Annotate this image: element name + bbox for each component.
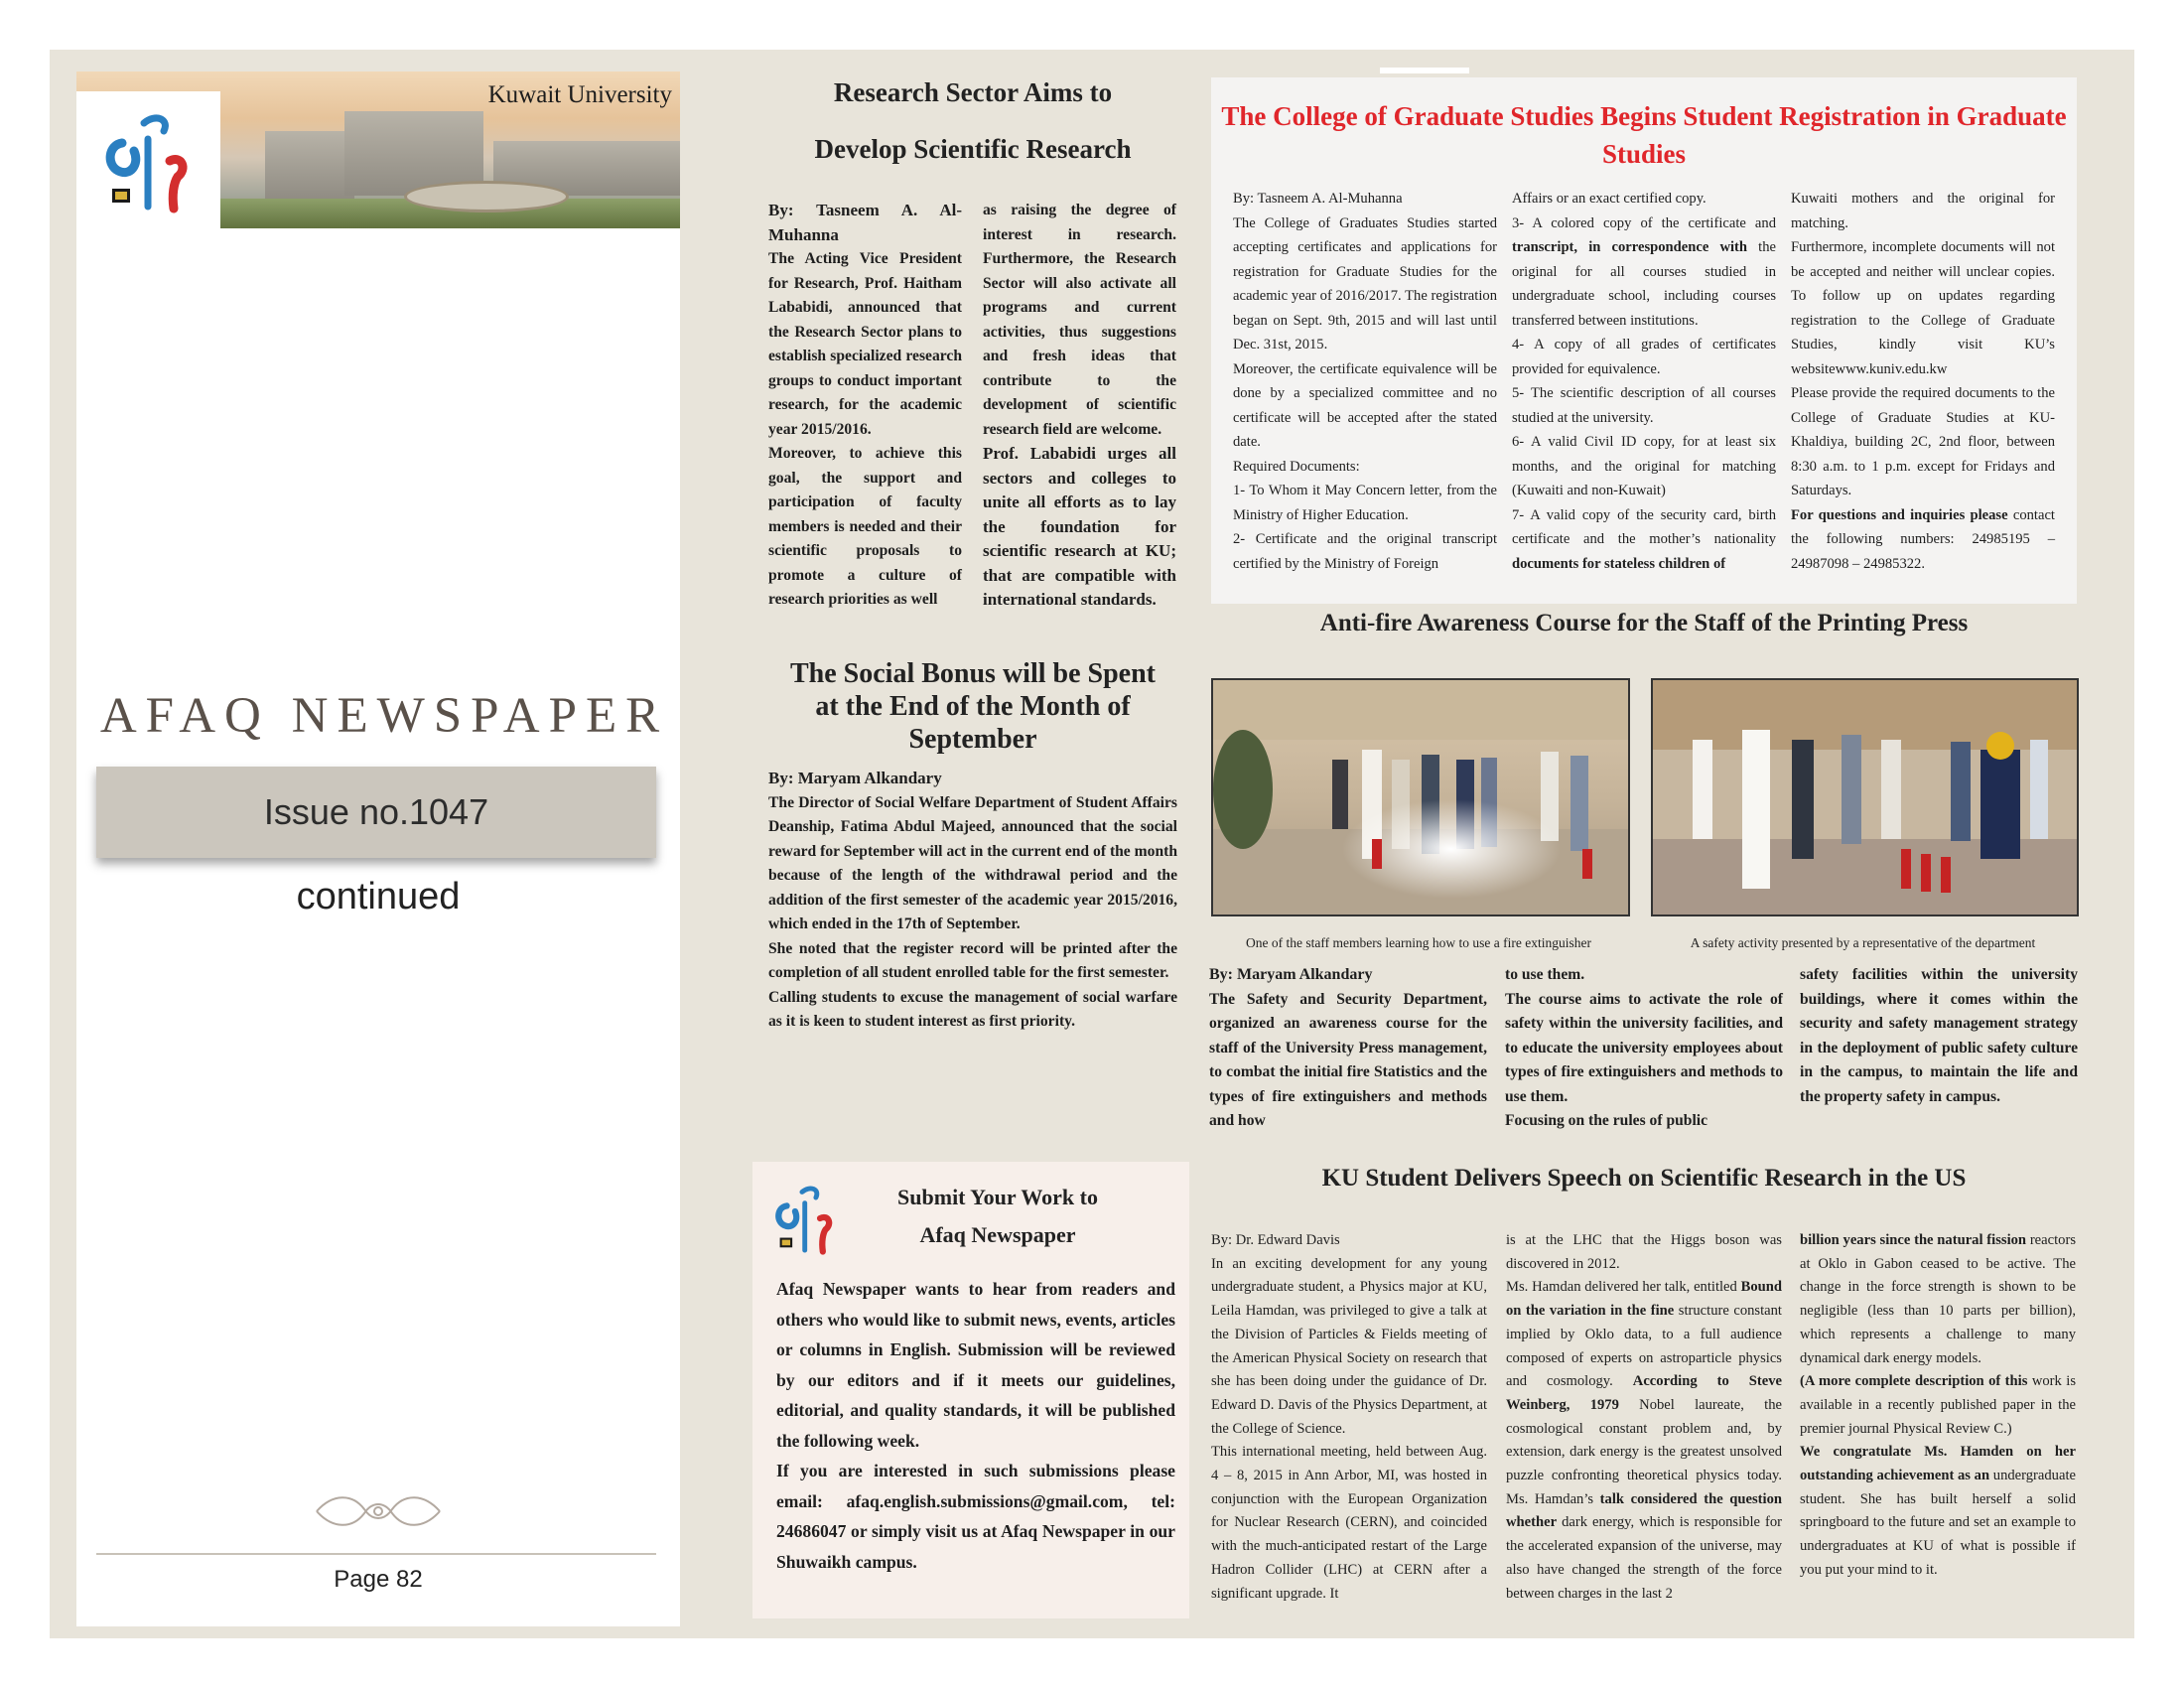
speech-col2-bold-b: According to Steve Weinberg, 1979 [1506,1373,1782,1413]
graduate-title: The College of Graduate Studies Begins Student Registration in Graduate Studies [1221,101,2067,169]
divider [96,1553,656,1555]
afaq-logo [76,91,220,228]
social-paragraph-1: The Director of Social Welfare Department of Student Affairs Deanship, Fatima Abdul Majeed, announced that the social reward for September will act in the current end of the month because of the length of the withdrawal period and the addition of the first semester of the academic year 2015/2016, which ended in the 17th of September. [768,793,1177,932]
continued-label: continued [296,876,461,917]
afaq-logo-icon [104,103,190,218]
issue-number: Issue no.1047 [96,767,656,858]
fire-photo-2 [1651,678,2079,916]
speech-col3-text-b: work is available in a recently published paper in the premier journal Physical Review C.) [1800,1373,2076,1437]
graduate-column-2 [1512,187,1776,576]
university-name: Kuwait University [487,81,672,108]
graduate-col2-bold-a: transcript, in correspondence with [1512,239,1748,255]
speech-col2-text-d: dark energy, which is responsible for the accelerated expansion of the universe, may also have changed the strength of the force between charges in the last 2 [1506,1514,1782,1602]
social-byline: By: Maryam Alkandary [768,769,942,787]
masthead: AFAQ NEWSPAPER [99,688,669,744]
graduate-col2-text-a: Affairs or an exact certified copy. 3- A colored copy of the certificate and [1512,191,1776,231]
fire-byline: By: Maryam Alkandary [1209,966,1373,983]
graduate-col3-text-a: Kuwaiti mothers and the original for matching. Furthermore, incomplete documents will not be accepted and neither will unclear copies. To follow up on updates regarding registration to the College of Graduate Studies, kindly visit KU’s websitewww.kuniv.edu.kw Please provide the required documents to the College of Graduate Studies at KU- Khaldiya, building 2C, 2nd floor, between 8:30 a.m. to 1 p.m. except for Fridays and Saturdays. [1791,191,2055,498]
research-paragraph-1: The Acting Vice President for Research, Prof. Haitham Lababidi, announced that the Research Sector plans to establish specialized research groups to conduct important research, for the academic year 2015/2016. [768,250,962,438]
afaq-small-logo-icon [774,1174,834,1263]
research-column-2 [983,199,1176,613]
speech-col2-text-c: Nobel laureate, the cosmological constant problem and, by extension, dark energy is the greatest unsolved puzzle confronting theoretical physics today. Ms. Hamdan’s [1506,1396,1782,1507]
speech-col2-text-a: is at the LHC that the Higgs boson was discovered in 2012. Ms. Hamdan delivered her talk, entitled [1506,1232,1782,1296]
speech-title: KU Student Delivers Speech on Scientific Research in the US [1321,1165,1967,1192]
fire-column-2: to use them. The course aims to activate the role of safety within the university facilities, and to educate the university employees about types of fire extinguishers and methods to use them. Focusing on the rules of public [1505,966,1783,1129]
research-byline: By: Tasneem A. Al-Muhanna [768,201,962,244]
fire-photo-1 [1211,678,1630,916]
fire-paragraph-1: The Safety and Security Department, organized an awareness course for the staff of the University Press management, to combat the initial fire Statistics and the types of fire extinguishers and methods and how [1209,990,1487,1129]
speech-col2-bold-a: Bound on the variation in the fine [1506,1279,1782,1320]
social-paragraph-3: Calling students to excuse the management of social warfare as it is keen to student interest as first priority. [768,988,1177,1030]
research-paragraph-2: Moreover, to achieve this goal, the support and participation of faculty members is needed and their scientific proposals to promote a culture of research priorities as well [768,445,962,608]
graduate-col2-text-b: the original for all courses studied in undergraduate school, including courses transferred between institutions. 4- A copy of all grades of certificates provided for equivalence. 5- The scientific description of all courses studied at the university. 6- A valid Civil ID copy, for at least six months, and the original for matching (Kuwaiti and non-Kuwait) 7- A valid copy of the security card, birth certificate and the mother’s nationality [1512,239,1776,547]
social-title: The Social Bonus will be Spent at the End of the Month of September [790,658,1156,755]
top-mark [1380,68,1469,73]
speech-col3-text-a: reactors at Oklo in Gabon ceased to be active. The change in the force strength is shown to be negligible (less than 10 parts per billion), which represents a challenge to many dynamical dark energy models. [1800,1232,2076,1366]
social-body [768,767,1177,1035]
graduate-col3-bold: For questions and inquiries please [1791,506,2008,523]
campus-banner [76,71,680,228]
speech-col3-bold-b: (A more complete description of this [1800,1373,2028,1390]
speech-column-3 [1800,1229,2076,1583]
speech-column-1: By: Dr. Edward Davis In an exciting development for any young undergraduate student, a Physics major at KU, Leila Hamdan, was privileged to give a talk at the Division of Particles & Fields meeting of the American Physical Society on research that she has been doing under the guidance of Dr. Edward D. Davis of the Physics Department, at the College of Science. This international meeting, held between Aug. 4 – 8, 2015 in Ann Arbor, MI, was hosted in conjunction with the European Organization for Nuclear Research (CERN), and coincided with the much-anticipated restart of the Large Hadron Collider (LHC) at CERN after a significant upgrade. It [1211,1232,1487,1602]
graduate-col3-text-b: contact the following numbers: 24985195 – 24987098 – 24985322. [1791,506,2055,572]
speech-col3-bold-a: billion years since the natural fission [1800,1232,2027,1248]
research-title-line2: Develop Scientific Research [814,134,1132,164]
research-paragraph-3: as raising the degree of interest in research. Furthermore, the Research Sector will also activate all programs and current activities, thus suggestions and fresh ideas that contribute to the development of scientific research field are welcome. [983,202,1176,438]
page-number: Page 82 [334,1566,423,1593]
speech-column-2 [1506,1229,1782,1606]
speech-col3-text-c: undergraduate student. She has built herself a solid springboard to the future and set an example to undergraduates at KU of what is possible if you put your mind to it. [1800,1468,2076,1578]
fire-column-1 [1209,963,1487,1134]
research-paragraph-4: Prof. Lababidi urges all sectors and colleges to unite all efforts as to lay the foundation for scientific research at KU; that are compatible with international standards. [983,444,1176,609]
social-paragraph-2: She noted that the register record will be printed after the completion of all student enrolled table for the first semester. [768,939,1177,981]
graduate-column-1: By: Tasneem A. Al-Muhanna The College of Graduates Studies started accepting certificates and applications for registration for Graduate Studies for the academic year of 2016/2017. The registration began on Sept. 9th, 2015 and will last until Dec. 31st, 2015. Moreover, the certificate equivalence will be done by a specialized committee and no certificate will be accepted after the stated date. Required Documents: 1- To Whom it May Concern letter, from the Ministry of Higher Education. 2- Certificate and the original transcript certified by the Ministry of Foreign [1233,191,1497,572]
ornament-icon [313,1491,444,1531]
submit-title-line2: Afaq Newspaper [919,1222,1076,1247]
graduate-col2-bold-b: documents for stateless children of [1512,555,1726,572]
sidebar [76,71,680,1626]
research-title-line1: Research Sector Aims to [833,77,1113,107]
fire-title: Anti-fire Awareness Course for the Staff of the Printing Press [1319,610,1969,636]
speech-col2-text-b: structure constant implied by Oklo data, to a full audience composed of experts on astroparticle physics and cosmology. [1506,1303,1782,1390]
graduate-column-3 [1791,187,2055,576]
submit-title-line1: Submit Your Work to [897,1185,1098,1209]
fire-photo-2-caption: A safety activity presented by a representative of the department [1690,935,2036,950]
speech-col3-bold-c: We congratulate Ms. Hamden on her outstanding achievement as an [1800,1444,2076,1484]
research-column-1 [768,199,962,613]
speech-col2-bold-c: talk considered the question whether [1506,1490,1782,1531]
submit-body: Afaq Newspaper wants to hear from readers and others who would like to submit news, events, articles or columns in English. Submission will be reviewed by our editors and if it meets our guidelines, editorial, and quality standards, it will be published the following week. If you are interested in such submissions please email: afaq.english.submissions@gmail.com, tel: 24686047 or simply visit us at Afaq Newspaper in our Shuwaikh campus. [776,1279,1175,1572]
fire-column-3: safety facilities within the university buildings, where it comes within the security and safety management strategy in the deployment of public safety culture in the campus, to maintain the life and the property safety in campus. [1800,966,2078,1105]
fire-photo-1-caption: One of the staff members learning how to use a fire extinguisher [1245,935,1592,950]
